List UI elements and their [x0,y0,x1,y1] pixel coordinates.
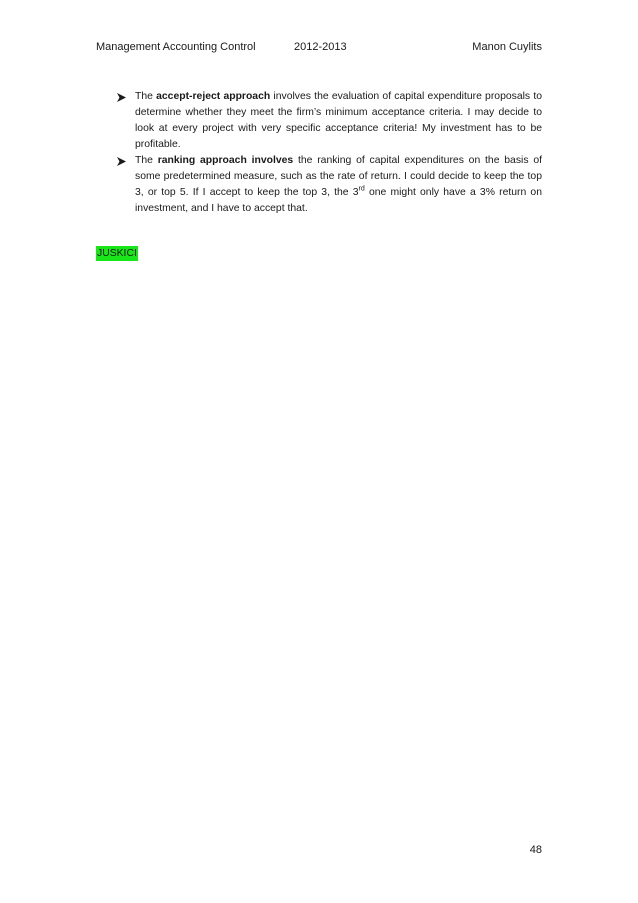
bullet-term: ranking approach involves [157,155,294,166]
bullet-list [114,89,542,217]
bullet-text-post: the ranking of capital expenditures on the basis of some predetermined measure, such as the rate of return. I could decide to keep the top 3, or top 5. If I accept to keep the top 3, the 3 [135,155,542,198]
arrowhead-bullet-icon [117,157,126,166]
header-course-title: Management Accounting Control [96,41,256,53]
bullet-text-post: involves the evaluation of capital expenditure proposals to determine whether they meet the firm’s minimum acceptance criteria. I may decide to look at every project with very specific acceptance criteria! My investment has to be profitable. [135,91,542,150]
header-year: 2012-2013 [294,41,347,53]
highlighted-note: JUSKICI [97,248,137,259]
bullet-ranking [114,153,542,217]
page-number: 48 [529,844,542,856]
bullet-text-post-2: one might only have a 3% return on investment, and I have to accept that. [135,187,542,214]
ordinal-superscript: rd [358,185,365,193]
bullet-accept-reject [114,89,542,153]
bullet-term: accept-reject approach [156,91,271,102]
bullet-text-pre: The [135,91,157,102]
bullet-text-pre: The [135,155,158,166]
page-header [96,39,542,55]
arrowhead-bullet-icon [117,93,126,102]
header-author: Manon Cuylits [472,41,542,53]
